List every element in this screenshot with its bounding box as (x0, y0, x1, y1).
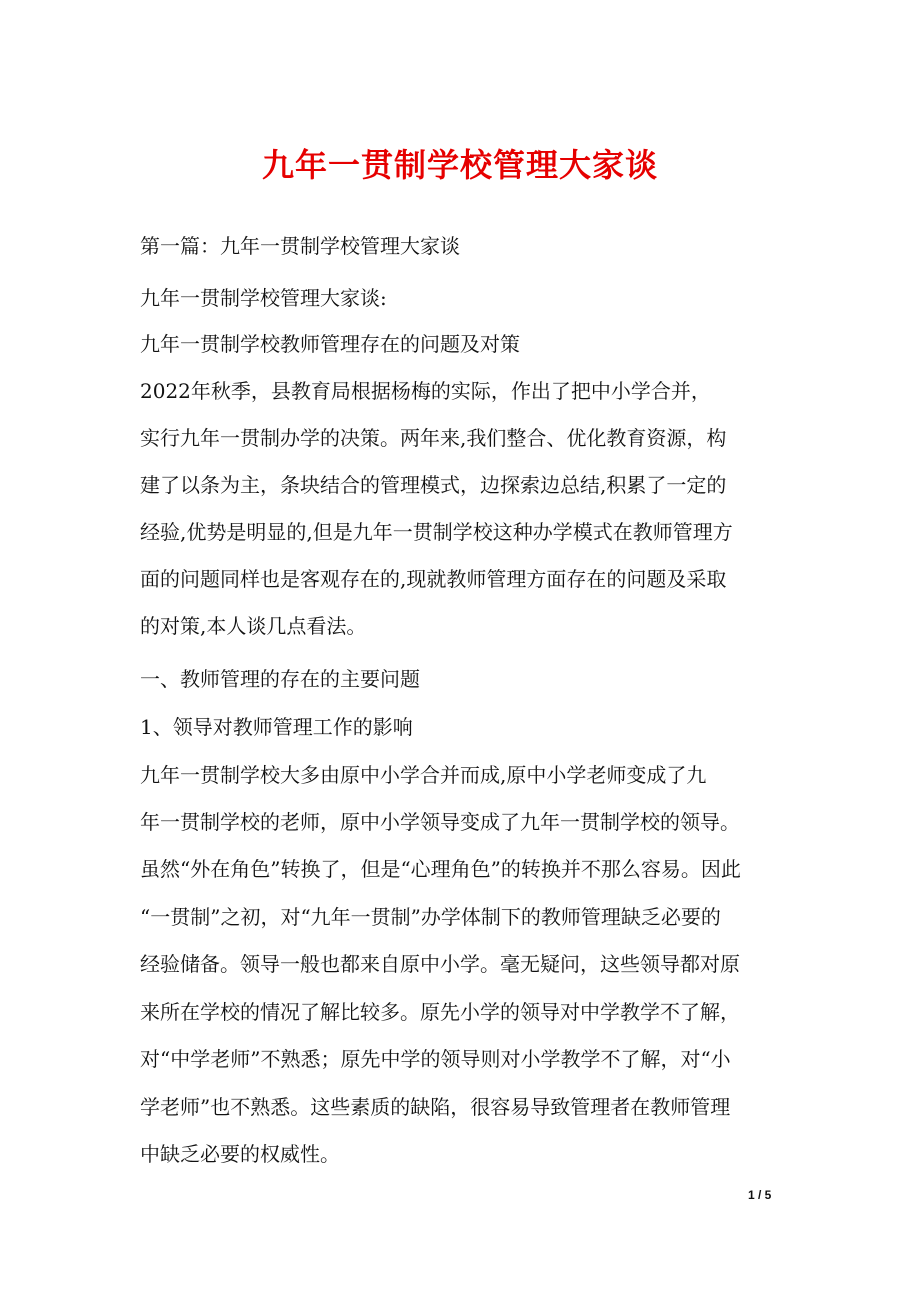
text-line-9: 的对策,本人谈几点看法。 (140, 614, 367, 638)
text-line-10: 一、教师管理的存在的主要问题 (140, 667, 420, 691)
text-line-19: 学老师”也不熟悉。这些素质的缺陷，很容易导致管理者在教师管理 (140, 1095, 731, 1119)
text-line-4: 2022年秋季，县教育局根据杨梅的实际，作出了把中小学合并， (140, 379, 711, 403)
document-title: 九年一贯制学校管理大家谈 (261, 146, 658, 184)
text-line-17: 来所在学校的情况了解比较多。原先小学的领导对中学教学不了解， (140, 1000, 740, 1024)
page-number: 1 / 5 (748, 1188, 772, 1202)
text-line-12: 九年一贯制学校大多由原中小学合并而成,原中小学老师变成了九 (140, 763, 707, 787)
text-line-3: 九年一贯制学校教师管理存在的问题及对策 (140, 332, 520, 356)
text-line-14: 虽然“外在角色”转换了，但是“心理角色”的转换并不那么容易。因此 (140, 857, 741, 881)
text-line-13: 年一贯制学校的老师，原中小学领导变成了九年一贯制学校的领导。 (140, 810, 740, 834)
text-line-6: 建了以条为主，条块结合的管理模式，边探索边总结,积累了一定的 (140, 473, 727, 497)
text-line-15: “一贯制”之初，对“九年一贯制”办学体制下的教师管理缺乏必要的 (140, 905, 721, 929)
text-line-7: 经验,优势是明显的,但是九年一贯制学校这种办学模式在教师管理方 (140, 520, 733, 544)
text-line-5: 实行九年一贯制办学的决策。两年来,我们整合、优化教育资源，构 (140, 426, 727, 450)
text-line-11: 1、领导对教师管理工作的影响 (140, 715, 413, 739)
text-line-16: 经验储备。领导一般也都来自原中小学。毫无疑问，这些领导都对原 (140, 952, 740, 976)
text-line-20: 中缺乏必要的权威性。 (140, 1142, 340, 1166)
text-line-18: 对“中学老师”不熟悉；原先中学的领导则对小学教学不了解，对“小 (140, 1047, 731, 1071)
text-line-8: 面的问题同样也是客观存在的,现就教师管理方面存在的问题及采取 (140, 567, 727, 591)
text-line-2: 九年一贯制学校管理大家谈: (140, 286, 387, 310)
text-line-1: 第一篇：九年一贯制学校管理大家谈 (140, 234, 460, 258)
